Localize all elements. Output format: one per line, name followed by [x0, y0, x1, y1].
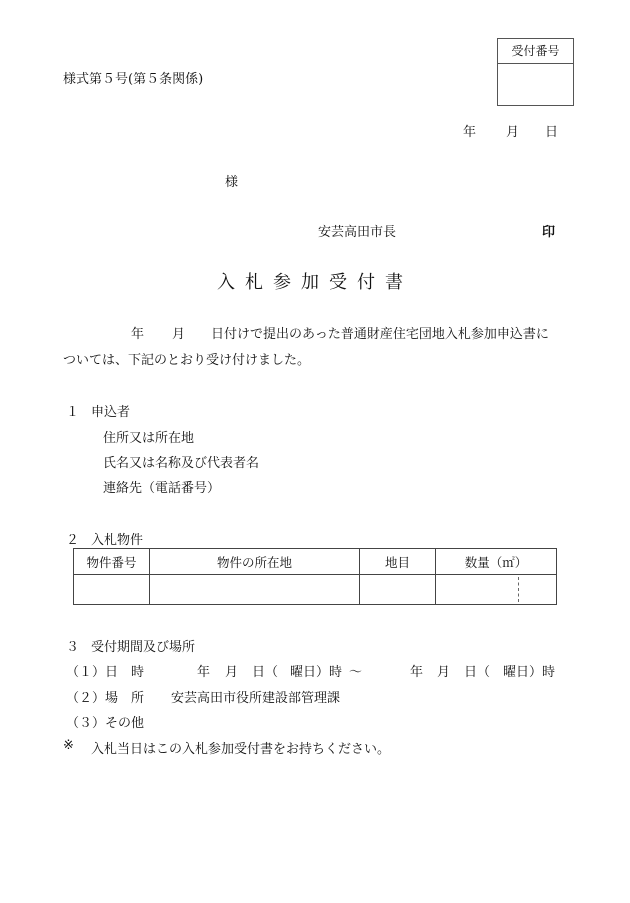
- table-row: [74, 575, 557, 605]
- period-to-year: 年: [410, 665, 424, 680]
- property-table: [73, 548, 557, 605]
- section1-number: １: [66, 405, 80, 420]
- section3-title: 受付期間及び場所: [91, 640, 196, 655]
- period-to-day: 日（: [464, 665, 491, 680]
- period-from-year: 年: [197, 665, 211, 680]
- applicant-contact-label: 連絡先（電話番号）: [103, 481, 221, 496]
- note-text: 入札当日はこの入札参加受付書をお持ちください。: [91, 742, 391, 757]
- issuer-name: 安芸高田市長: [318, 225, 397, 240]
- intro-month: 月: [172, 327, 186, 342]
- applicant-address-label: 住所又は所在地: [103, 431, 195, 446]
- date-month: 月: [506, 125, 520, 140]
- addressee-suffix: 様: [225, 175, 239, 190]
- reception-number-label: 受付番号: [498, 39, 573, 64]
- place-value: 安芸高田市役所建設部管理課: [171, 691, 341, 706]
- form-number: 様式第５号(第５条関係): [63, 72, 204, 87]
- section2-number: ２: [66, 533, 80, 548]
- intro-line1: 日付けで提出のあった普通財産住宅団地入札参加申込書に: [211, 327, 549, 342]
- reception-number-box: [497, 38, 574, 106]
- period-to-month: 月: [437, 665, 451, 680]
- col-property-number: 物件番号: [74, 549, 150, 575]
- section2-title: 入札物件: [91, 533, 144, 548]
- intro-year: 年: [131, 327, 145, 342]
- period-separator: ～: [349, 665, 363, 680]
- applicant-name-label: 氏名又は名称及び代表者名: [103, 456, 260, 471]
- place-label: （２）場 所: [66, 691, 145, 706]
- section1-title: 申込者: [91, 405, 131, 420]
- intro-line2: ついては、下記のとおり受け付けました。: [63, 353, 311, 368]
- other-label: （３）その他: [66, 716, 145, 731]
- period-from-month: 月: [225, 665, 239, 680]
- period-label: （１）日 時: [66, 665, 145, 680]
- col-property-location: 物件の所在地: [150, 549, 360, 575]
- document-title: 入札参加受付書: [217, 272, 413, 293]
- property-table-header: [74, 549, 557, 575]
- period-from-day: 日（: [252, 665, 279, 680]
- col-land-category: 地目: [360, 549, 436, 575]
- decimal-divider: [518, 577, 519, 602]
- col-quantity: 数量（㎡）: [436, 549, 557, 575]
- date-day: 日: [545, 125, 559, 140]
- date-year: 年: [463, 125, 477, 140]
- cell-property-number[interactable]: [74, 575, 150, 605]
- cell-property-location[interactable]: [150, 575, 360, 605]
- issuer-seal: 印: [542, 225, 556, 240]
- period-to-weekday: 曜日）時: [503, 665, 556, 680]
- period-from-weekday: 曜日）時: [290, 665, 343, 680]
- section3-number: ３: [66, 640, 80, 655]
- note-mark: ※: [63, 738, 74, 753]
- reception-number-value[interactable]: [498, 64, 573, 105]
- cell-quantity[interactable]: [436, 575, 557, 605]
- cell-land-category[interactable]: [360, 575, 436, 605]
